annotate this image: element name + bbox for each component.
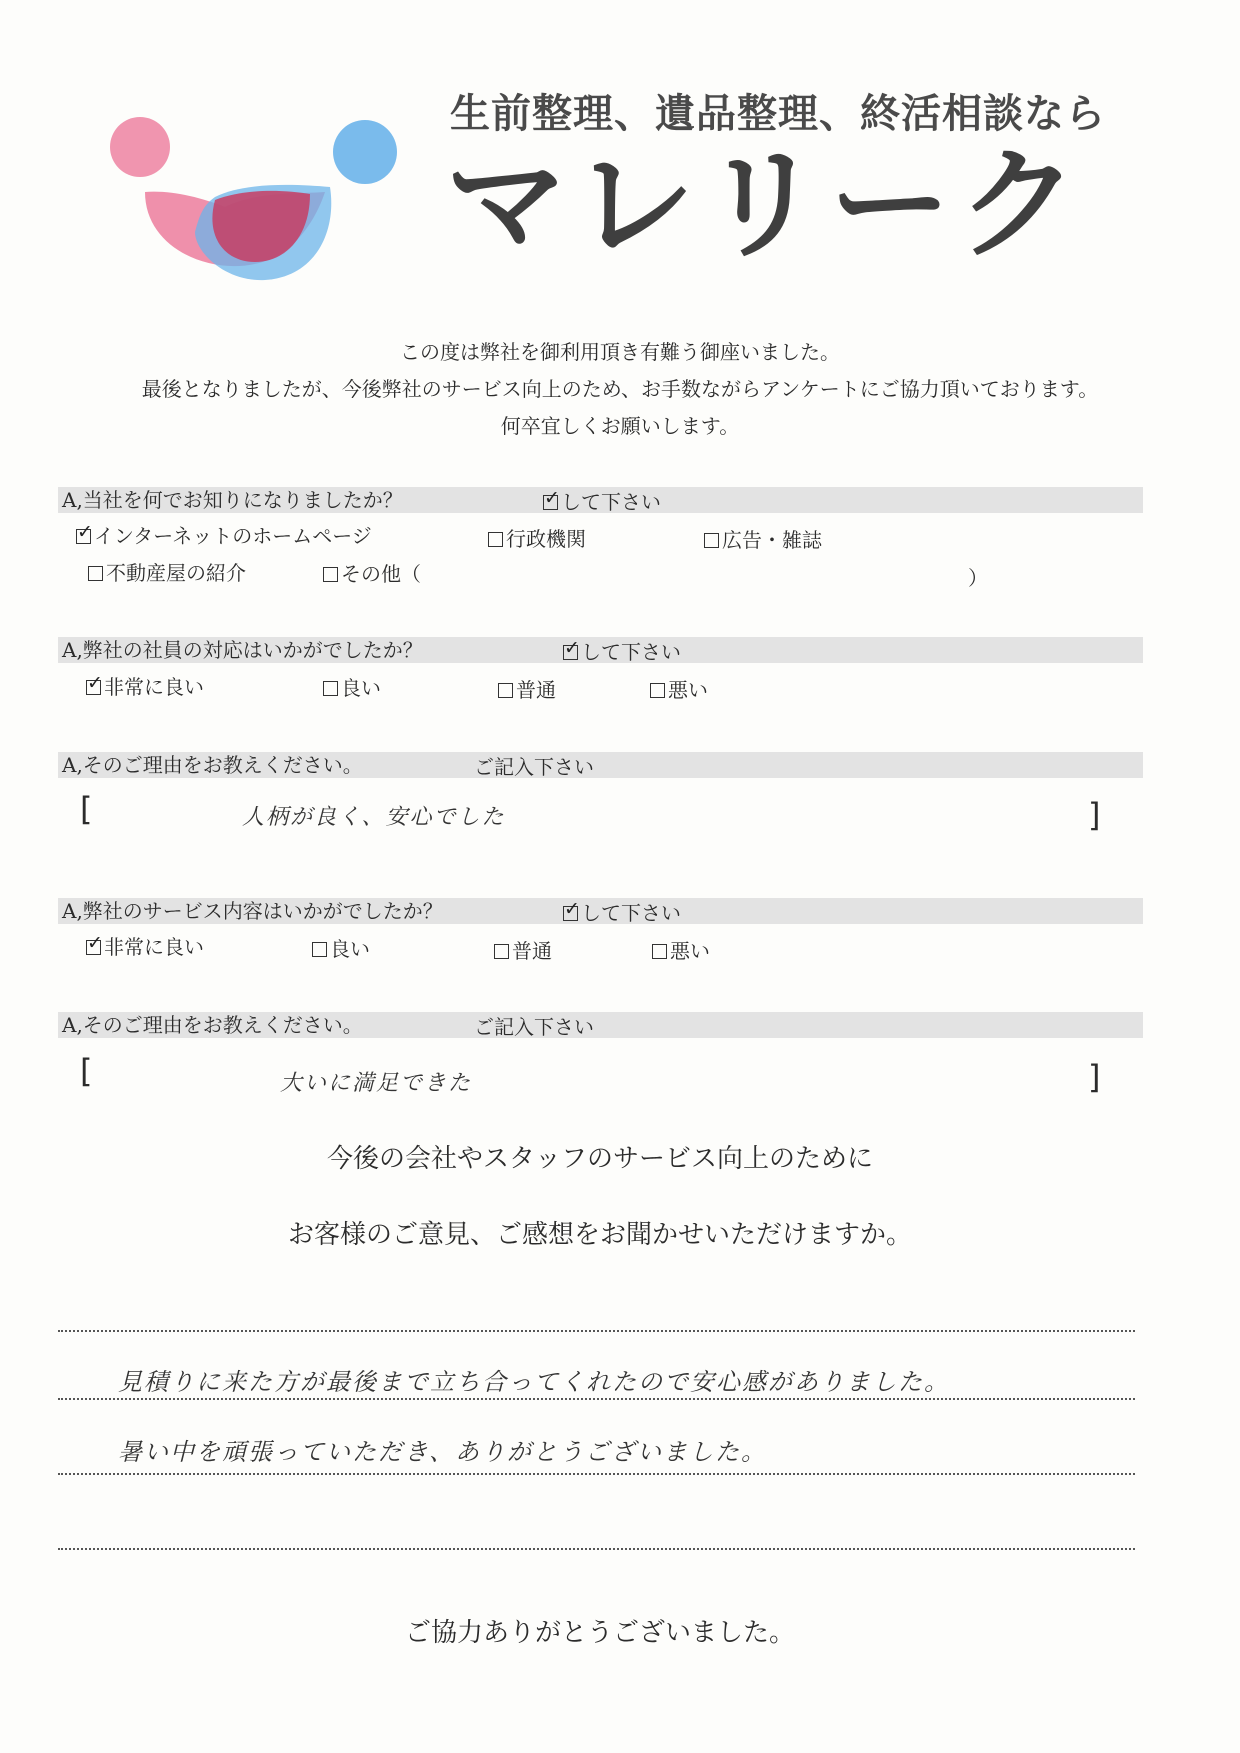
- q2-option-good[interactable]: 良い: [323, 672, 381, 701]
- checkbox-icon[interactable]: [498, 683, 513, 698]
- option-government[interactable]: 行政機関: [488, 523, 586, 552]
- q2-option-very-good[interactable]: ✓非常に良い: [86, 671, 204, 700]
- checkbox-icon[interactable]: [652, 944, 667, 959]
- option-other-close: ）: [968, 566, 988, 590]
- checkbox-icon[interactable]: [650, 683, 665, 698]
- checkbox-icon[interactable]: [323, 567, 338, 582]
- option-advertisement[interactable]: 広告・雑誌: [704, 524, 822, 553]
- checkbox-icon: [563, 906, 578, 921]
- answer-bracket-close: ]: [1088, 796, 1101, 834]
- dotted-line: [58, 1398, 1135, 1400]
- dotted-line: [58, 1330, 1135, 1332]
- option-other[interactable]: その他（: [323, 558, 421, 587]
- brand-tagline: 生前整理、遺品整理、終活相談なら: [450, 91, 1106, 137]
- q3-option-bad[interactable]: 悪い: [652, 935, 710, 964]
- q3-option-good[interactable]: 良い: [312, 933, 370, 962]
- brand-logo: [105, 112, 405, 287]
- option-real-estate[interactable]: 不動産屋の紹介: [88, 557, 246, 586]
- question-3-reason-text: A,そのご理由をお教えください。: [62, 1013, 363, 1037]
- dotted-line: [58, 1548, 1135, 1550]
- handwritten-feedback-2[interactable]: 暑い中を頑張っていただき、ありがとうございました。: [118, 1438, 768, 1466]
- handwritten-answer-2[interactable]: 大いに満足できた: [280, 1071, 473, 1096]
- intro-line-3: 何卒宜しくお願いします。: [500, 414, 740, 438]
- option-internet[interactable]: ✓インターネットのホームページ: [76, 520, 372, 549]
- answer-bracket-open: [: [80, 1052, 93, 1090]
- q3-option-normal[interactable]: 普通: [494, 935, 552, 964]
- checkbox-icon[interactable]: [312, 942, 327, 957]
- answer-bracket-open: [: [80, 790, 93, 828]
- feedback-prompt-1: 今後の会社やスタッフのサービス向上のために: [326, 1144, 873, 1174]
- question-2-text: A,弊社の社員の対応はいかがでしたか？: [62, 638, 423, 662]
- question-1-text: A,当社を何でお知りになりましたか？: [62, 488, 403, 512]
- question-3-instruction: ✓ して下さい: [563, 897, 681, 926]
- checkbox-icon[interactable]: [86, 940, 101, 955]
- checkbox-icon[interactable]: [88, 566, 103, 581]
- brand-name: マレリーク: [445, 134, 1085, 276]
- question-1-instruction: ✓ して下さい: [543, 486, 661, 515]
- handwritten-answer-1[interactable]: 人柄が良く、安心でした: [242, 805, 506, 830]
- checkbox-icon: [563, 645, 578, 660]
- answer-bracket-close: ]: [1088, 1058, 1101, 1096]
- q3-option-very-good[interactable]: ✓非常に良い: [86, 931, 204, 960]
- q2-option-bad[interactable]: 悪い: [650, 674, 708, 703]
- checkbox-icon[interactable]: [494, 944, 509, 959]
- intro-line-2: 最後となりましたが、今後弊社のサービス向上のため、お手数ながらアンケートにご協力頂いております。: [141, 377, 1099, 401]
- checkbox-icon[interactable]: [86, 680, 101, 695]
- handwritten-feedback-1[interactable]: 見積りに来た方が最後まで立ち合ってくれたので安心感がありました。: [118, 1368, 950, 1396]
- closing-message: ご協力ありがとうございました。: [404, 1618, 795, 1648]
- intro-line-1: この度は弊社を御利用頂き有難う御座いました。: [400, 340, 840, 364]
- checkbox-icon[interactable]: [76, 529, 91, 544]
- checkbox-icon[interactable]: [488, 532, 503, 547]
- question-2-instruction: ✓ して下さい: [563, 636, 681, 665]
- checkbox-icon[interactable]: [323, 681, 338, 696]
- feedback-prompt-2: お客様のご意見、ご感想をお聞かせいただけますか。: [287, 1220, 912, 1250]
- question-3-text: A,弊社のサービス内容はいかがでしたか？: [62, 899, 443, 923]
- question-3-reason-instruction: ご記入下さい: [474, 1015, 594, 1039]
- q2-option-normal[interactable]: 普通: [498, 674, 556, 703]
- question-2-reason-instruction: ご記入下さい: [474, 755, 594, 779]
- dotted-line: [58, 1473, 1135, 1475]
- checkbox-icon[interactable]: [704, 533, 719, 548]
- question-2-reason-text: A,そのご理由をお教えください。: [62, 753, 363, 777]
- checkbox-icon: [543, 495, 558, 510]
